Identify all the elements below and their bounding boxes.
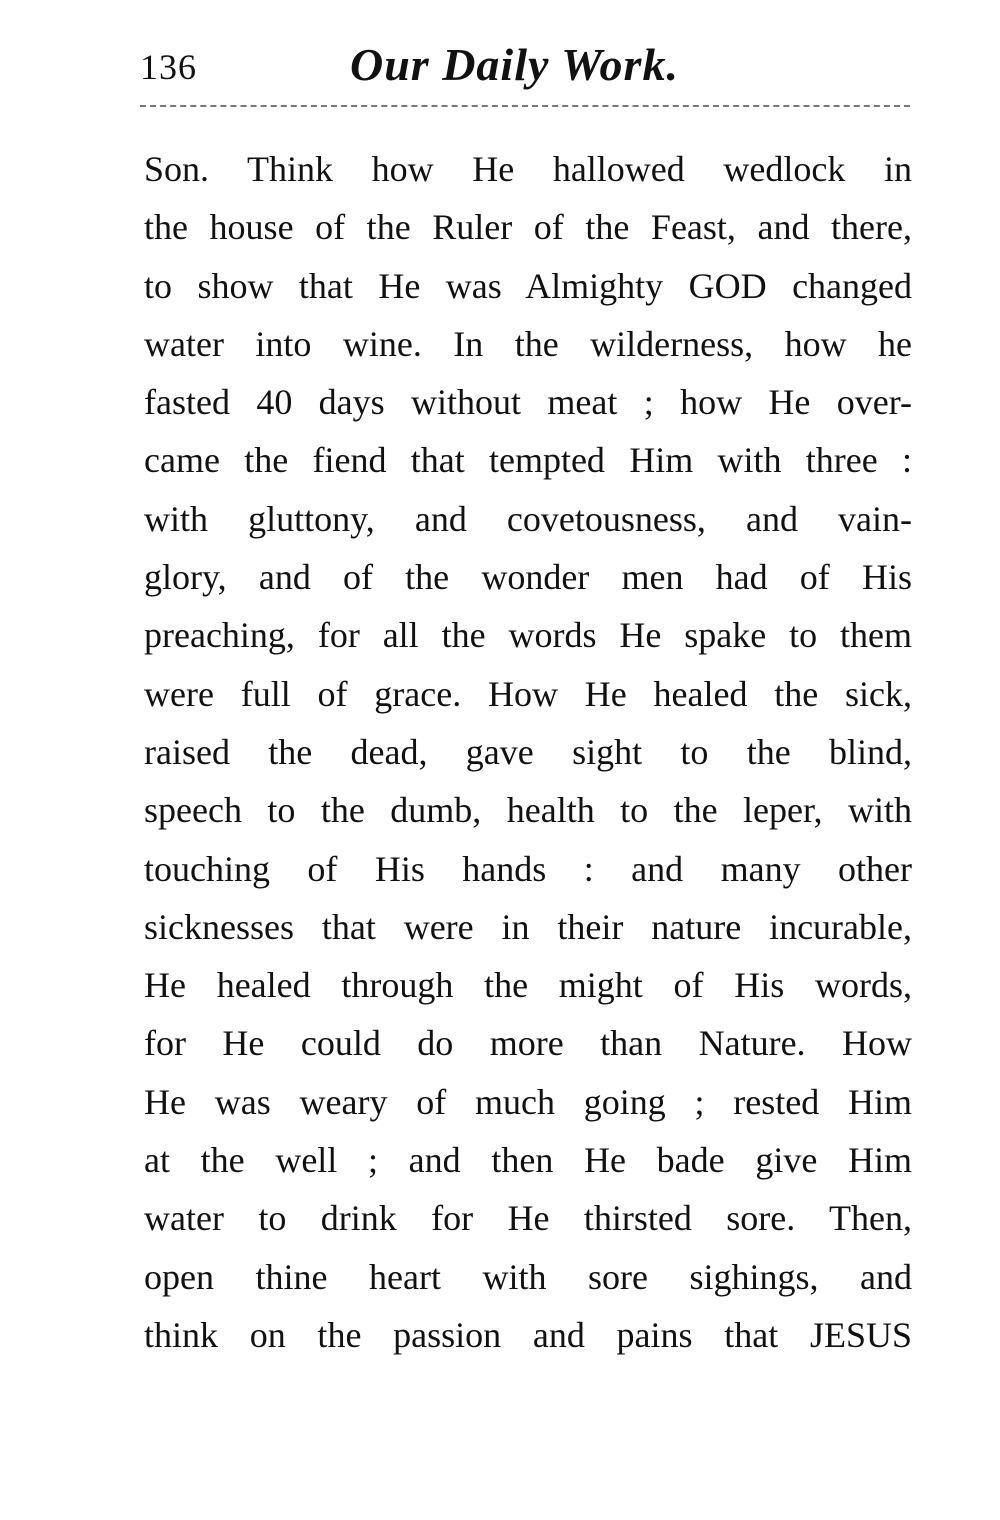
text-line: He was weary of much going ; rested Him xyxy=(144,1081,912,1122)
text-line: sicknesses that were in their nature incurable, xyxy=(144,906,912,947)
text-line: water to drink for He thirsted sore. Then, xyxy=(144,1198,912,1239)
running-title: Our Daily Work. xyxy=(350,39,679,90)
text-line: preaching, for all the words He spake to them xyxy=(144,615,912,656)
text-line: the house of the Ruler of the Feast, and there, xyxy=(144,207,912,248)
body-text xyxy=(144,140,912,1364)
header-divider xyxy=(140,105,910,107)
text-line: for He could do more than Nature. How xyxy=(144,1023,912,1064)
text-line: fasted 40 days without meat ; how He over- xyxy=(144,382,912,423)
text-line: open thine heart with sore sighings, and xyxy=(144,1256,912,1297)
text-line: at the well ; and then He bade give Him xyxy=(144,1140,912,1181)
page-header xyxy=(140,38,910,98)
text-line: glory, and of the wonder men had of His xyxy=(144,557,912,598)
page-number: 136 xyxy=(140,47,197,87)
text-line: raised the dead, gave sight to the blind, xyxy=(144,731,912,772)
text-line: speech to the dumb, health to the leper, with xyxy=(144,790,912,831)
text-line: He healed through the might of His words, xyxy=(144,965,912,1006)
text-line: came the fiend that tempted Him with three : xyxy=(144,440,912,481)
text-line: Son. Think how He hallowed wedlock in xyxy=(144,149,912,189)
text-line: with gluttony, and covetousness, and vain- xyxy=(144,498,912,539)
text-line: to show that He was Almighty GOD changed xyxy=(144,265,912,306)
text-line: were full of grace. How He healed the sick, xyxy=(144,673,912,714)
text-line: water into wine. In the wilderness, how he xyxy=(144,323,912,364)
text-line: touching of His hands : and many other xyxy=(144,848,912,889)
text-line: think on the passion and pains that JESUS xyxy=(144,1314,912,1355)
